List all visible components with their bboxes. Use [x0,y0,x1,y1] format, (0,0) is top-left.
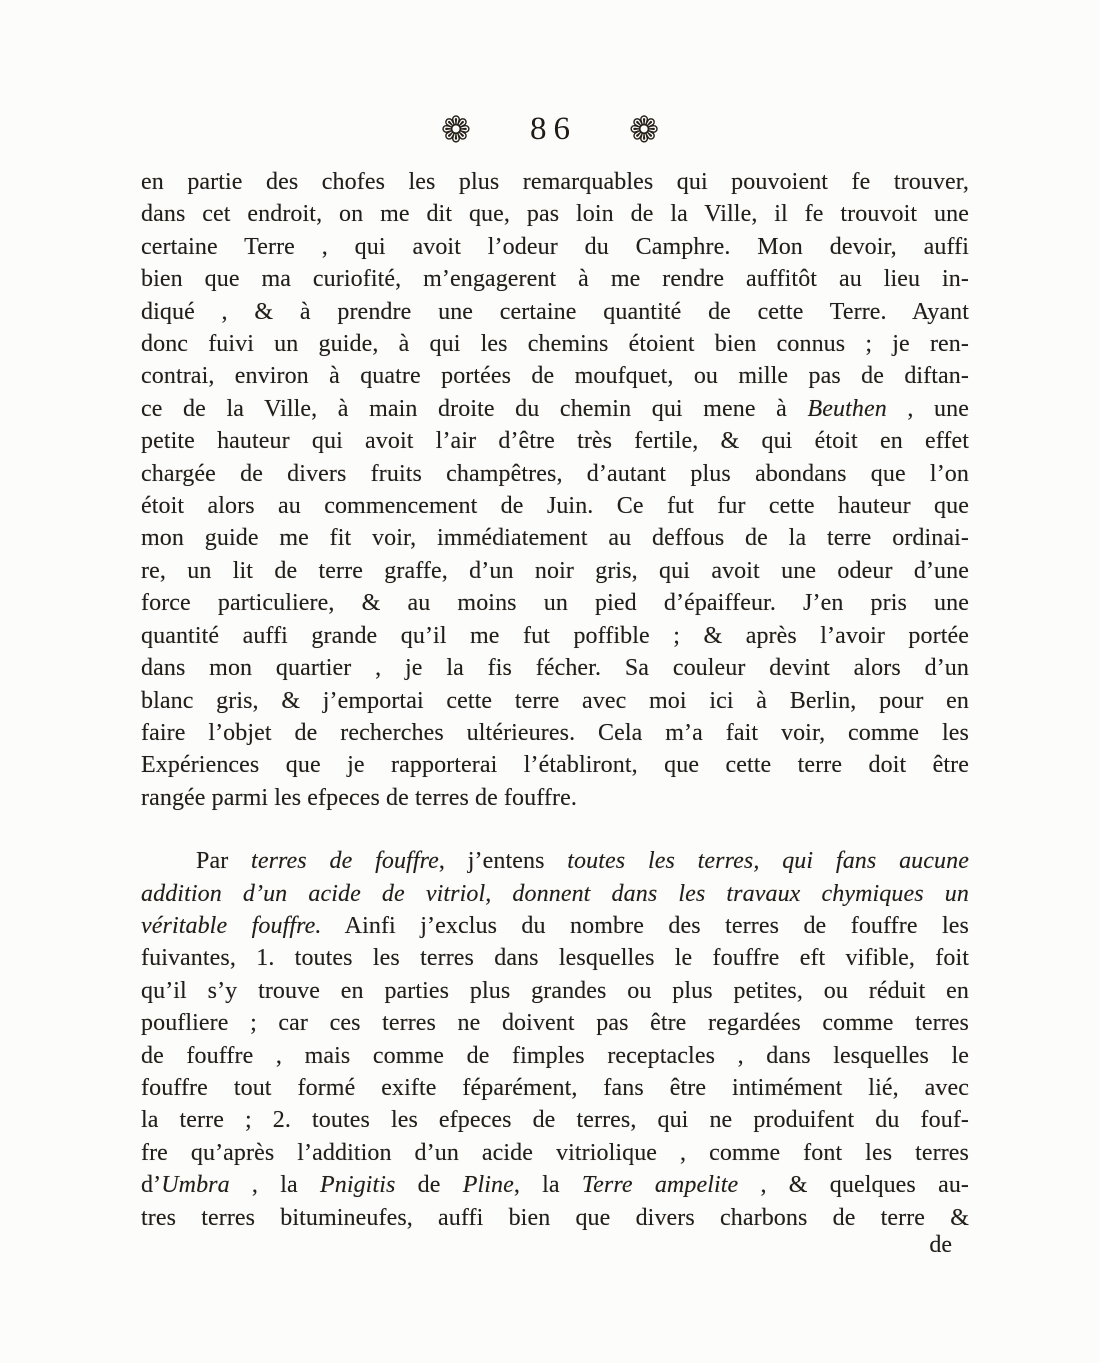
text-segment: , la [229,1172,320,1199]
text-segment: Ainfi j’exclus du nombre des terres de fouffre les [321,912,969,939]
text-segment: force particuliere, & au moins un pied d’épaiffeur. J’en pris une [141,590,969,617]
text-segment: , la [513,1172,582,1199]
text-segment: la terre ; 2. toutes les efpeces de terres, qui ne produifent du fouf- [141,1107,969,1134]
text-segment: Par [196,848,252,875]
text-segment: ce de la Ville, à main droite du chemin qui mene à [141,395,808,422]
text-line [141,555,969,587]
text-line [141,1202,969,1234]
text-line [141,1072,969,1104]
text-line [141,166,969,198]
italic-text-segment: toutes les terres, qui fans aucune [567,848,969,875]
text-segment: Expériences que je rapporterai l’établiront, que cette terre doit être [141,752,969,779]
text-line [141,296,969,328]
text-line [141,1137,969,1169]
text-line [141,749,969,781]
text-block [141,166,969,1261]
text-line [141,717,969,749]
text-segment: blanc gris, & j’emportai cette terre avec moi ici à Berlin, pour en [141,687,969,714]
italic-text-segment: addition d’un acide de vitriol, donnent dans les travaux chymiques un [141,880,969,907]
text-segment: rangée parmi les efpeces de terres de fouffre. [141,784,577,811]
text-segment: en partie des chofes les plus remarquables qui pouvoient fe trouver, [141,169,969,195]
paragraph-2 [141,845,969,1234]
text-segment: re, un lit de terre graffe, d’un noir gris, qui avoit une odeur d’une [141,557,969,584]
text-line [141,231,969,263]
text-segment: de [395,1172,463,1199]
text-segment: qu’il s’y trouve en parties plus grandes ou plus petites, ou réduit en [141,977,969,1004]
text-line [141,942,969,974]
text-line [141,685,969,717]
text-line [141,458,969,490]
text-line [141,910,969,942]
text-segment: quantité auffi grande qu’il me fut poffible ; & après l’avoir portée [141,622,969,649]
text-line [141,878,969,910]
text-line [141,328,969,360]
fleuron-ornament-icon: ❁ [440,110,471,150]
text-line [141,652,969,684]
text-line [141,263,969,295]
text-segment: petite hauteur qui avoit l’air d’être très fertile, & qui étoit en effet [141,428,969,455]
italic-text-segment: Umbra [161,1172,230,1199]
italic-text-segment: Beuthen [807,395,887,422]
text-segment: dans mon quartier , je la fis fécher. Sa couleur devint alors d’un [141,655,969,682]
text-line [141,490,969,522]
text-line [141,198,969,230]
text-segment: tres terres bitumineufes, auffi bien que divers charbons de terre & [141,1204,969,1231]
page-number: 86 [530,111,577,147]
italic-text-segment: Pline [462,1172,514,1199]
italic-text-segment: Pnigitis [319,1172,396,1199]
text-segment: diqué , & à prendre une certaine quantité de cette Terre. Ayant [141,298,969,325]
text-segment: mon guide me fit voir, immédiatement au deffous de la terre ordinai- [141,525,969,552]
text-segment: d’ [141,1172,162,1199]
text-segment: fre qu’après l’addition d’un acide vitriolique , comme font les terres [141,1139,969,1166]
page-header [0,108,1100,150]
text-segment: faire l’objet de recherches ultérieures. Cela m’a fait voir, comme les [141,719,969,746]
text-line [141,522,969,554]
italic-text-segment: terres de fouffre [251,848,439,875]
text-segment: donc fuivi un guide, à qui les chemins étoient bien connus ; je ren- [141,331,969,358]
text-segment: certaine Terre , qui avoit l’odeur du Camphre. Mon devoir, auffi [141,233,969,260]
text-line [141,393,969,425]
text-segment: bien que ma curiofité, m’engagerent à me rendre auffitôt au lieu in- [141,266,969,293]
text-segment: étoit alors au commencement de Juin. Ce fut fur cette hauteur que [141,493,969,520]
text-line [141,1007,969,1039]
text-line [141,620,969,652]
text-segment: , & quelques au- [738,1172,970,1199]
text-segment: , une [886,395,969,422]
text-line [141,360,969,392]
text-segment: de fouffre , mais comme de fimples receptacles , dans lesquelles le [141,1042,969,1069]
text-line [141,425,969,457]
text-segment: dans cet endroit, on me dit que, pas loin de la Ville, il fe trouvoit une [141,201,969,228]
text-segment: , j’entens [438,848,568,875]
text-line [141,1040,969,1072]
text-segment: poufliere ; car ces terres ne doivent pas être regardées comme terres [141,1010,969,1037]
fleuron-ornament-icon: ❁ [629,110,660,150]
italic-text-segment: véritable fouffre. [141,912,322,939]
text-line [141,975,969,1007]
text-segment: fouffre tout formé exifte féparément, fans être intimément lié, avec [141,1074,969,1101]
text-line [141,1104,969,1136]
text-line [141,782,969,814]
text-segment: contrai, environ à quatre portées de moufquet, ou mille pas de diftan- [141,363,969,390]
text-line [141,845,969,877]
text-line [141,1169,969,1201]
italic-text-segment: Terre ampelite [581,1172,739,1199]
text-segment: fuivantes, 1. toutes les terres dans lesquelles le fouffre eft vifible, foit [141,945,969,972]
text-line [141,587,969,619]
catchword: de [929,1232,952,1258]
text-segment: chargée de divers fruits champêtres, d’autant plus abondans que l’on [141,460,969,487]
paragraph-1 [141,166,969,814]
